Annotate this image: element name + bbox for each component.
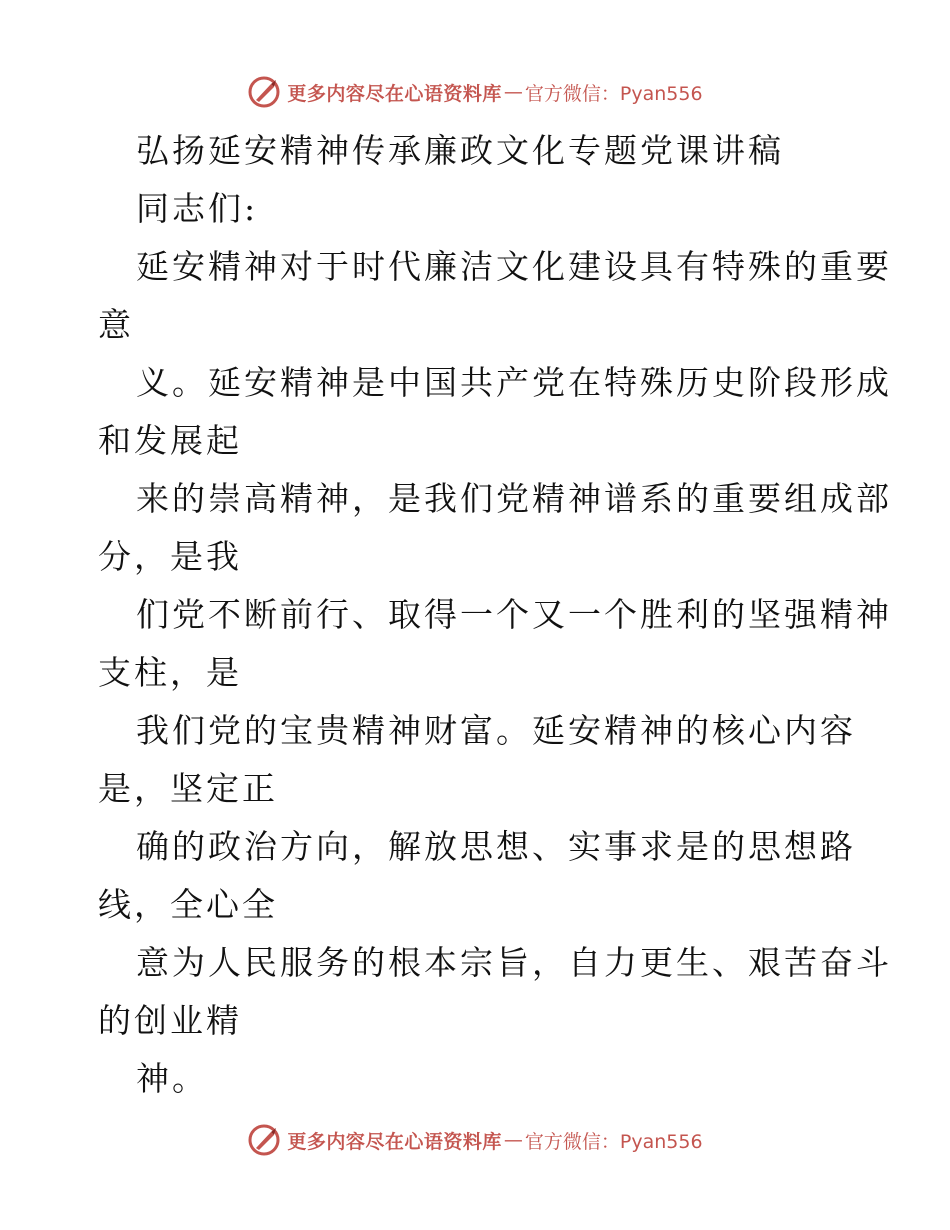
- paragraph-line: 确的政治方向，解放思想、实事求是的思想路: [136, 827, 856, 866]
- paragraph-line: 来的崇高精神，是我们党精神谱系的重要组成部: [136, 479, 892, 518]
- footer-banner: [0, 1120, 950, 1160]
- paragraph-line: 的创业精: [98, 1001, 242, 1040]
- paragraph-line: 支柱，是: [98, 653, 242, 692]
- paragraph-line: 延安精神对于时代廉洁文化建设具有特殊的重要: [136, 247, 892, 286]
- paragraph-line: 我们党的宝贵精神财富。延安精神的核心内容: [136, 711, 856, 750]
- paragraph-line: 意为人民服务的根本宗旨，自力更生、艰苦奋斗: [136, 943, 892, 982]
- paragraph-line: 和发展起: [98, 421, 242, 460]
- greeting: 同志们:: [136, 189, 259, 228]
- paragraph-line: 分，是我: [98, 537, 242, 576]
- paragraph-line: 是，坚定正: [98, 769, 278, 808]
- banner-contact: 官方微信：Pyan556: [524, 82, 703, 105]
- red-quill-logo-icon: [247, 1123, 281, 1157]
- banner-contact: 官方微信：Pyan556: [524, 1130, 703, 1153]
- banner-separator: —: [503, 1129, 523, 1151]
- paragraph-line: 意: [98, 305, 134, 344]
- banner-separator: —: [503, 81, 523, 103]
- paragraph-line: 线，全心全: [98, 885, 278, 924]
- red-quill-logo-icon: [247, 75, 281, 109]
- document-title: 弘扬延安精神传承廉政文化专题党课讲稿: [136, 131, 784, 170]
- paragraph-line: 神。: [136, 1059, 208, 1098]
- document-body: [98, 122, 892, 1108]
- paragraph-line: 们党不断前行、取得一个又一个胜利的坚强精神: [136, 595, 892, 634]
- header-banner: [0, 72, 950, 112]
- banner-text: 更多内容尽在心语资料库: [287, 82, 502, 105]
- paragraph-line: 义。延安精神是中国共产党在特殊历史阶段形成: [136, 363, 892, 402]
- banner-text: 更多内容尽在心语资料库: [287, 1130, 502, 1153]
